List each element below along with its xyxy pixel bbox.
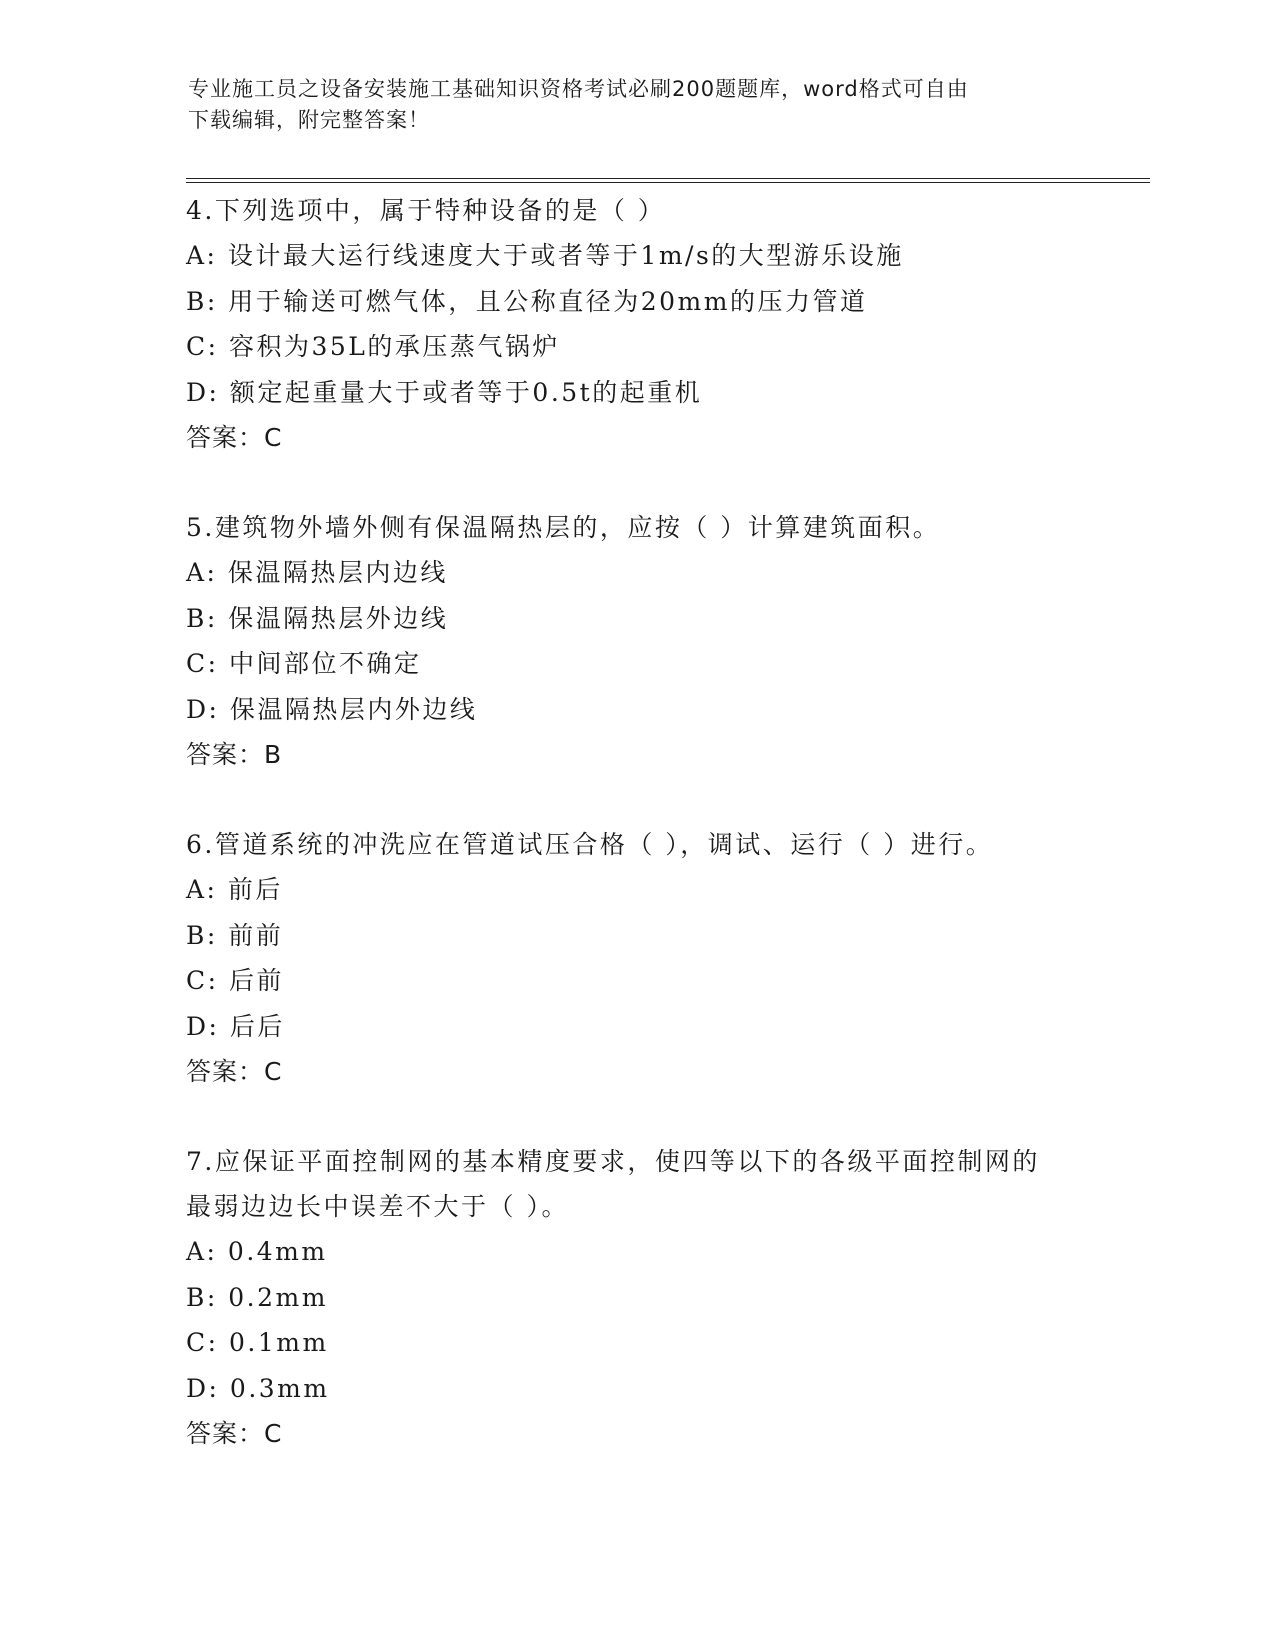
question-text: 7.应保证平面控制网的基本精度要求，使四等以下的各级平面控制网的最弱边边长中误差不大于（ ）。 bbox=[186, 1146, 1040, 1221]
option-a: A: 保温隔热层内边线 bbox=[186, 557, 448, 587]
option-b: B: 前前 bbox=[186, 920, 284, 950]
question-text: 5.建筑物外墙外侧有保温隔热层的，应按（ ）计算建筑面积。 bbox=[186, 512, 941, 542]
header-title-line-2: 下载编辑，附完整答案！ bbox=[188, 108, 430, 132]
option-c: C: 0.1mm bbox=[186, 1328, 329, 1358]
header-divider-bottom bbox=[186, 182, 1150, 183]
option-d: D: 保温隔热层内外边线 bbox=[186, 694, 478, 724]
question-list bbox=[186, 188, 1086, 1457]
option-b: B: 0.2mm bbox=[186, 1282, 328, 1312]
option-c: C: 中间部位不确定 bbox=[186, 649, 422, 679]
option-b: B: 保温隔热层外边线 bbox=[186, 603, 449, 633]
question-5 bbox=[186, 505, 1086, 778]
question-7 bbox=[186, 1139, 1086, 1457]
option-d: D: 0.3mm bbox=[186, 1373, 330, 1403]
header-title-line-1: 专业施工员之设备安装施工基础知识资格考试必刷200题题库，word格式可自由 bbox=[188, 77, 969, 101]
option-c: C: 后前 bbox=[186, 966, 284, 996]
question-text: 6.管道系统的冲洗应在管道试压合格（ ），调试、运行（ ）进行。 bbox=[186, 829, 994, 859]
option-d: D: 额定起重量大于或者等于0.5t的起重机 bbox=[186, 377, 703, 407]
question-4 bbox=[186, 188, 1086, 461]
document-header bbox=[188, 74, 1068, 136]
option-d: D: 后后 bbox=[186, 1011, 285, 1041]
answer-line: 答案：C bbox=[186, 1057, 283, 1087]
option-a: A: 前后 bbox=[186, 874, 283, 904]
spacer bbox=[186, 461, 1086, 505]
option-a: A: 设计最大运行线速度大于或者等于1m/s的大型游乐设施 bbox=[186, 241, 904, 270]
question-text: 4.下列选项中，属于特种设备的是（ ） bbox=[186, 196, 666, 225]
header-divider-top bbox=[186, 178, 1150, 179]
option-c: C: 容积为35L的承压蒸气锅炉 bbox=[186, 332, 560, 362]
answer-line: 答案：C bbox=[186, 423, 283, 453]
option-a: A: 0.4mm bbox=[186, 1236, 328, 1266]
answer-line: 答案：C bbox=[186, 1419, 283, 1449]
spacer bbox=[186, 1095, 1086, 1139]
answer-line: 答案：B bbox=[186, 740, 283, 770]
option-b: B: 用于输送可燃气体，且公称直径为20mm的压力管道 bbox=[186, 286, 868, 316]
spacer bbox=[186, 778, 1086, 822]
question-6 bbox=[186, 822, 1086, 1095]
